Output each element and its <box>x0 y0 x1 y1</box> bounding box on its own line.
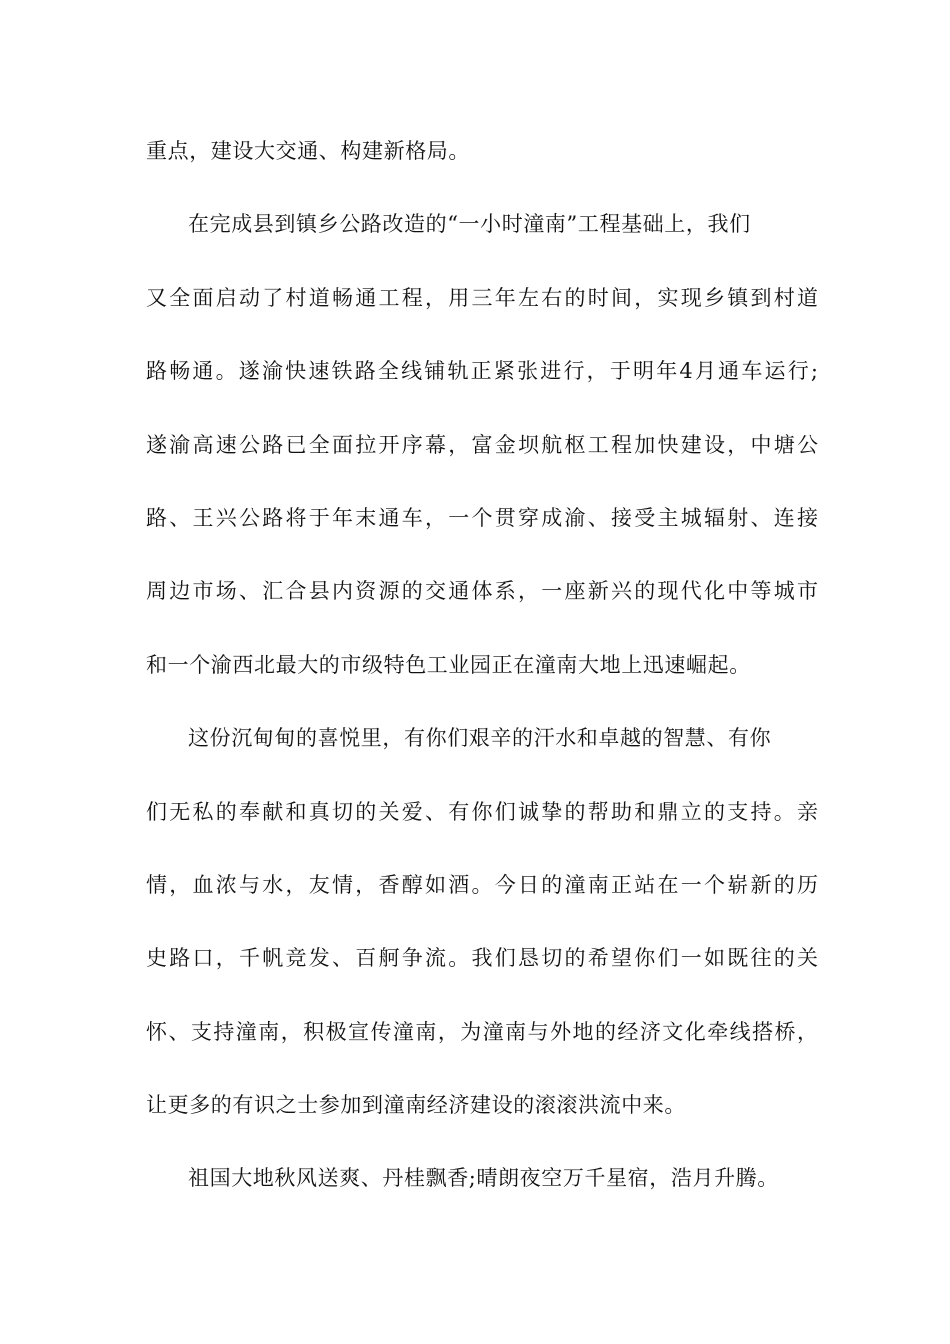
text-line: 周边市场、汇合县内资源的交通体系，一座新兴的现代化中等城市 <box>146 579 818 604</box>
text-line: 情，血浓与水，友情，香醇如酒。今日的潼南正站在一个崭新的历 <box>146 872 818 897</box>
paragraph-start-line: 在完成县到镇乡公路改造的“一小时潼南”工程基础上，我们 <box>188 212 751 237</box>
text-line: 让更多的有识之士参加到潼南经济建设的滚滚洪流中来。 <box>146 1093 686 1118</box>
text-line: 重点，建设大交通、构建新格局。 <box>146 139 470 163</box>
text-line: 们无私的奉献和真切的关爱、有你们诚挚的帮助和鼎立的支持。亲 <box>146 799 818 824</box>
text-line: 又全面启动了村道畅通工程，用三年左右的时间，实现乡镇到村道 <box>146 285 818 310</box>
paragraph-start-line: 这份沉甸甸的喜悦里，有你们艰辛的汗水和卓越的智慧、有你 <box>188 726 772 751</box>
text-line: 遂渝高速公路已全面拉开序幕，富金坝航枢工程加快建设，中塘公 <box>146 432 818 457</box>
text-line: 和一个渝西北最大的市级特色工业园正在潼南大地上迅速崛起。 <box>146 652 751 677</box>
body-text <box>146 124 818 1225</box>
text-line: 路、王兴公路将于年末通车，一个贯穿成渝、接受主城辐射、连接 <box>146 505 818 530</box>
text-line: 路畅通。遂渝快速铁路全线铺轨正紧张进行，于明年4月通车运行; <box>146 359 818 384</box>
paragraph-start-line: 祖国大地秋风送爽、丹桂飘香;晴朗夜空万千星宿，浩月升腾。 <box>188 1166 779 1191</box>
text-line: 怀、支持潼南，积极宣传潼南，为潼南与外地的经济文化牵线搭桥， <box>146 1019 818 1044</box>
text-line: 史路口，千帆竞发、百舸争流。我们恳切的希望你们一如既往的关 <box>146 946 818 971</box>
